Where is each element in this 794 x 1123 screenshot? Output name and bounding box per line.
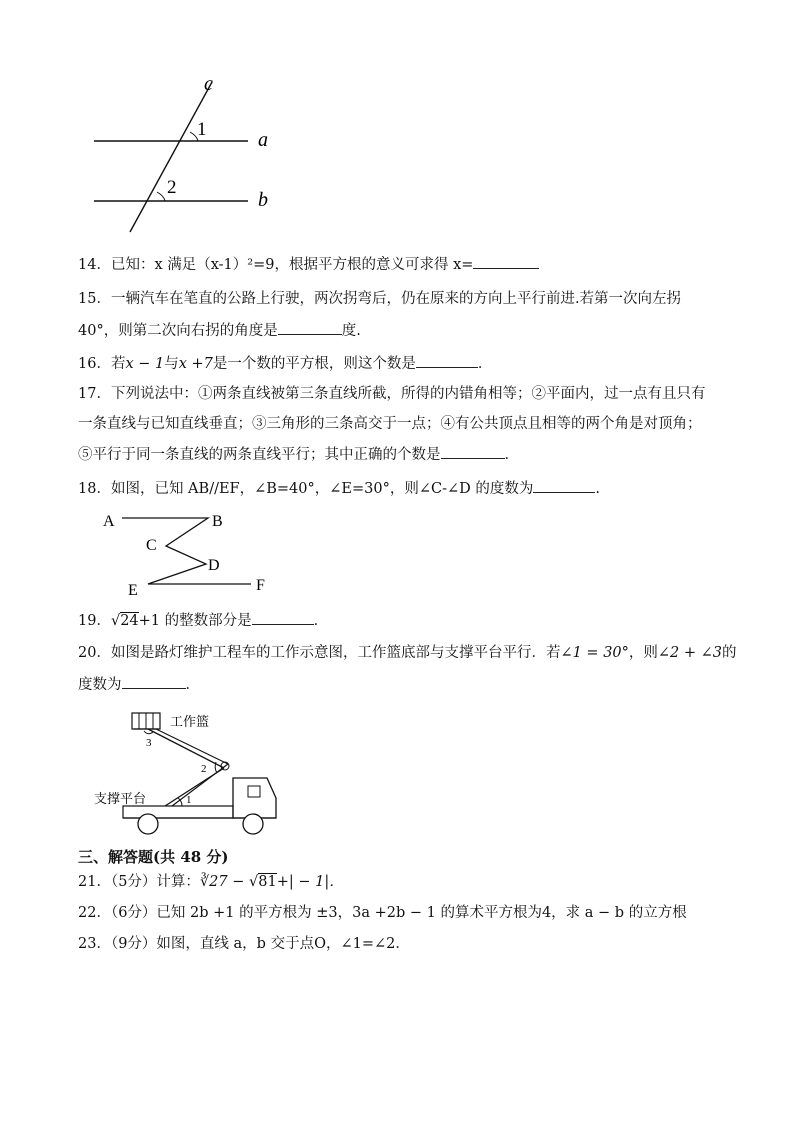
q20-line1b: ，则 [628, 645, 658, 661]
label-2: 2 [167, 177, 177, 198]
q15-number: 15． [78, 291, 111, 307]
platform-label: 支撑平台 [94, 792, 147, 807]
question-17 [78, 384, 705, 404]
q17-line3b: ． [504, 447, 519, 463]
q16-expr1: x − 1 [125, 356, 165, 372]
label-A: A [103, 513, 115, 530]
angle-2-label: 2 [201, 763, 207, 775]
q22-text: （6分）已知 2b +1 的平方根为 ±3，3a +2b − 1 的算术平方根为4，求 a − b 的立方根 [110, 905, 687, 921]
q19-radicand: 24 [120, 613, 139, 629]
question-22 [78, 903, 687, 923]
q16-answer-blank[interactable] [416, 353, 478, 368]
q21-radicand: 81 [258, 874, 277, 890]
q14-number: 14． [78, 257, 111, 273]
label-C: C [146, 537, 157, 554]
label-F: F [256, 577, 265, 594]
q17-line3a: ⑤平行于同一条直线的两条直线平行；其中正确的个数是 [78, 447, 441, 463]
question-15 [78, 289, 681, 309]
q20-answer-blank[interactable] [122, 674, 186, 689]
upper-arm-2 [156, 729, 228, 764]
q15-answer-blank[interactable] [278, 320, 342, 335]
q18-number: 18． [78, 481, 111, 497]
label-D: D [208, 557, 220, 574]
angle-3-label: 3 [146, 737, 152, 749]
q23-text: （9分）如图，直线 a，b 交于点O，∠1=∠2． [110, 936, 410, 952]
q20-line1a: 如图是路灯维护工程车的工作示意图，工作篮底部与支撑平台平行．若 [110, 645, 561, 661]
q16-expr2: x +7 [178, 356, 213, 372]
question-18 [78, 478, 600, 499]
cab-window [248, 786, 260, 797]
q20-line2a: 度数为 [78, 677, 122, 693]
parallel-lines-figure [80, 70, 300, 240]
label-B: B [212, 513, 223, 530]
angle-2-arc [157, 192, 165, 201]
question-23 [78, 934, 410, 954]
q20-number: 20． [78, 645, 111, 661]
q18-answer-blank[interactable] [533, 478, 595, 493]
q17-answer-blank[interactable] [441, 444, 505, 459]
zigzag-path [122, 518, 251, 584]
truck-cab [233, 778, 276, 818]
question-21 [78, 872, 344, 892]
sqrt-sign: √ [110, 613, 121, 629]
q20-line2b: ． [185, 677, 200, 693]
label-a: a [258, 129, 268, 151]
angle-1-label: 1 [186, 794, 192, 806]
q21-expr-a: ∛27 − [199, 874, 249, 890]
question-20 [78, 643, 737, 663]
question-17-line3 [78, 444, 519, 465]
label-1: 1 [197, 119, 207, 140]
q16-text-b: 与 [164, 356, 179, 372]
zigzag-figure [96, 506, 286, 601]
q19-answer-blank[interactable] [252, 610, 314, 625]
label-c: c [204, 73, 213, 95]
question-17-line2 [78, 414, 702, 434]
q18-text-end: . [595, 481, 600, 497]
q15-line1: 一辆汽车在笔直的公路上行驶，两次拐弯后，仍在原来的方向上平行前进.若第一次向左拐 [110, 291, 682, 307]
q16-number: 16． [78, 356, 111, 372]
q16-text-a: 若 [110, 356, 126, 372]
q16-text-end: ． [477, 356, 493, 372]
q21-expr-b: +| − 1|． [276, 874, 344, 890]
q17-number: 17． [78, 386, 111, 402]
question-15-cont [78, 320, 361, 341]
question-20-cont [78, 674, 200, 695]
q19-number: 19． [78, 613, 111, 629]
upper-arm [148, 729, 224, 768]
question-19 [78, 610, 328, 631]
line-c [130, 82, 212, 232]
rear-wheel [138, 814, 158, 834]
q18-text: 如图，已知 AB//EF，∠B=40°，∠E=30°，则∠C-∠D 的度数为 [110, 481, 534, 497]
q21-score: （5分）计算： [110, 874, 200, 890]
q22-number: 22． [78, 905, 111, 921]
q20-angle1: ∠1 = 30° [560, 645, 629, 661]
q15-line2a: 40°，则第二次向右拐的角度是 [78, 323, 278, 339]
label-E: E [128, 582, 138, 599]
q20-line1c: 的 [722, 645, 737, 661]
section-3-title: 三、解答题(共 48 分) [78, 848, 229, 866]
q16-text-c: 是一个数的平方根，则这个数是 [212, 356, 416, 372]
q19-text-end: ． [313, 613, 329, 629]
q20-angle23: ∠2 + ∠3 [657, 645, 723, 661]
q14-text: 已知：x 满足（x-1）²=9，根据平方根的意义可求得 x= [110, 257, 474, 273]
basket-label: 工作篮 [170, 715, 210, 730]
q14-answer-blank[interactable] [473, 254, 539, 269]
front-wheel [243, 814, 263, 834]
support-platform [123, 806, 233, 818]
question-14 [78, 254, 539, 275]
label-b: b [258, 189, 268, 211]
q23-number: 23． [78, 936, 111, 952]
question-16 [78, 353, 492, 374]
q19-expr-rest: +1 的整数部分是 [138, 613, 252, 629]
q15-line2b: 度. [341, 323, 361, 339]
sqrt-sign-21: √ [249, 874, 259, 890]
truck-figure [90, 706, 290, 841]
q17-line2: 一条直线与已知直线垂直；③三角形的三条高交于一点；④有公共顶点且相等的两个角是对顶角； [78, 416, 702, 432]
q17-line1: 下列说法中：①两条直线被第三条直线所截，所得的内错角相等；②平面内，过一点有且只有 [110, 386, 706, 402]
q21-number: 21． [78, 874, 111, 890]
